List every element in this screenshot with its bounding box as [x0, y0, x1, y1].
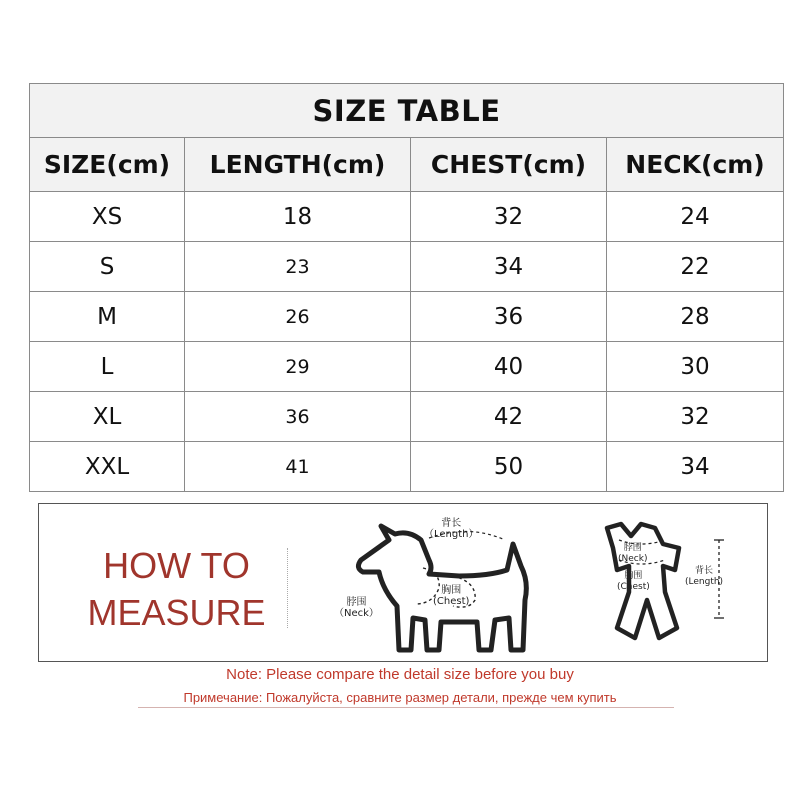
table-header-row — [30, 138, 784, 192]
garment-chest-label: 胸围 (Chest) — [617, 571, 650, 592]
neck-cell: 34 — [607, 442, 784, 492]
chest-cell: 42 — [411, 392, 607, 442]
size-cell: XXL — [30, 442, 185, 492]
neck-cell: 22 — [607, 242, 784, 292]
measure-title-line2: MEASURE — [87, 592, 266, 633]
table-title-row — [30, 84, 784, 138]
note-underline — [138, 707, 674, 708]
neck-cell: 30 — [607, 342, 784, 392]
table-title: SIZE TABLE — [30, 84, 784, 138]
chest-cell: 32 — [411, 192, 607, 242]
chest-cell: 50 — [411, 442, 607, 492]
neck-cell: 24 — [607, 192, 784, 242]
size-cell: XL — [30, 392, 185, 442]
dog-chest-label: 胸围 (Chest) — [433, 585, 470, 607]
neck-cell: 28 — [607, 292, 784, 342]
table-row — [30, 442, 784, 492]
length-cell: 29 — [185, 342, 411, 392]
dog-length-label: 背长 （Length） — [424, 518, 479, 540]
length-cell: 18 — [185, 192, 411, 242]
size-table — [29, 83, 784, 492]
how-to-measure-title — [59, 542, 294, 636]
length-cell: 36 — [185, 392, 411, 442]
header-chest: CHEST(cm) — [411, 138, 607, 192]
length-cell: 23 — [185, 242, 411, 292]
neck-cell: 32 — [607, 392, 784, 442]
size-cell: M — [30, 292, 185, 342]
size-cell: XS — [30, 192, 185, 242]
chest-cell: 34 — [411, 242, 607, 292]
dog-neck-label: 脖围 （Neck） — [334, 597, 379, 619]
note-english: Note: Please compare the detail size before you buy — [226, 666, 574, 683]
dotted-divider — [287, 548, 288, 628]
header-length: LENGTH(cm) — [185, 138, 411, 192]
header-neck: NECK(cm) — [607, 138, 784, 192]
size-cell: S — [30, 242, 185, 292]
length-cell: 41 — [185, 442, 411, 492]
chest-cell: 40 — [411, 342, 607, 392]
garment-neck-label: 脖围 (Neck) — [618, 543, 648, 564]
note-russian: Примечание: Пожалуйста, сравните размер детали, прежде чем купить — [183, 690, 617, 705]
size-cell: L — [30, 342, 185, 392]
chest-cell: 36 — [411, 292, 607, 342]
measure-title-line1: HOW TO — [103, 545, 250, 586]
header-size: SIZE(cm) — [30, 138, 185, 192]
table-row — [30, 192, 784, 242]
length-cell: 26 — [185, 292, 411, 342]
table-row — [30, 392, 784, 442]
garment-length-label: 背长 (Length) — [685, 566, 724, 587]
how-to-measure-panel — [38, 503, 768, 662]
table-row — [30, 242, 784, 292]
table-row — [30, 342, 784, 392]
table-row — [30, 292, 784, 342]
